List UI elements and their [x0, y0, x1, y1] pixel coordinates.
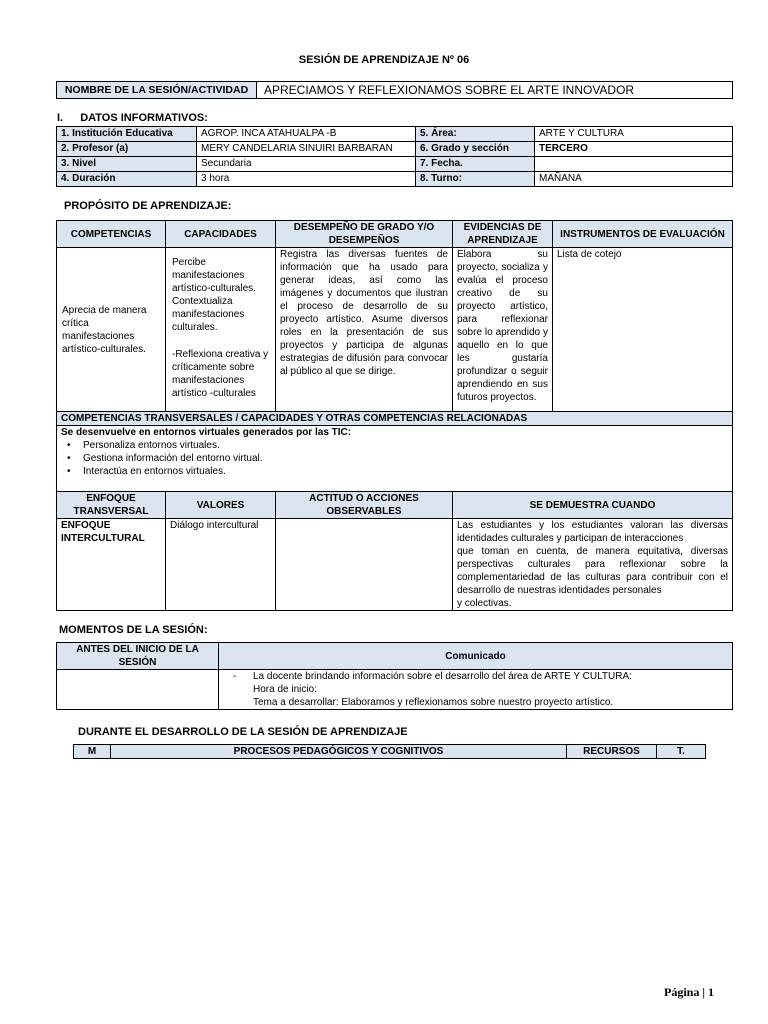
momentos-header-antes: ANTES DEL INICIO DE LA SESIÓN	[57, 643, 219, 670]
durante-table	[73, 744, 706, 759]
header-valores: VALORES	[166, 492, 276, 519]
list-item: • Interactúa en entornos virtuales.	[61, 465, 728, 478]
momentos-line: La docente brindando información sobre el desarrollo del área de ARTE Y CULTURA:	[253, 671, 632, 682]
footer-label: Página	[664, 985, 700, 999]
list-item: • Gestiona información del entorno virtual.	[61, 452, 728, 465]
desempeno-cell: Registra las diversas fuentes de información que ha usado para generar ideas, así como las imágenes y documentos que ilustran el proceso de desarrollo de su proyecto artístico. Asume diversos roles en la presentación de sus proyectos y participa de algunas estrategias de difusión para convocar al público al que se dirige.	[276, 248, 453, 412]
header-capacidades: CAPACIDADES	[166, 221, 276, 248]
datos-value: MERY CANDELARIA SINUIRI BARBARAN	[197, 142, 416, 157]
datos-label: 2. Profesor (a)	[57, 142, 197, 157]
momentos-line: Hora de inicio:	[253, 684, 317, 695]
durante-header-t: T.	[657, 745, 706, 759]
header-competencias: COMPETENCIAS	[57, 221, 166, 248]
datos-value: Secundaria	[197, 157, 416, 172]
datos-value: AGROP. INCA ATAHUALPA -B	[197, 127, 416, 142]
datos-table	[56, 126, 733, 187]
evidencias-cell: Elabora su proyecto, socializa y evalúa el proceso creativo de su proyecto artístico, para reflexionar sobre lo aprendido y aquello en lo que les gustaría profundizar o seguir aprendiendo en sus futuros proyectos.	[453, 248, 553, 412]
durante-heading: DURANTE EL DESARROLLO DE LA SESIÓN DE APRENDIZAJE	[78, 726, 408, 738]
momentos-line: Tema a desarrollar: Elaboramos y reflexionamos sobre nuestro proyecto artístico.	[253, 697, 614, 708]
actitud-cell	[276, 519, 453, 611]
document-title: SESIÓN DE APRENDIZAJE Nº 06	[298, 54, 470, 66]
datos-heading	[57, 112, 208, 124]
momentos-heading: MOMENTOS DE LA SESIÓN:	[59, 624, 208, 636]
datos-label: 6. Grado y sección	[416, 142, 535, 157]
capacidad-item: Contextualiza manifestaciones culturales.	[172, 296, 245, 333]
datos-value: MAÑANA	[535, 172, 733, 187]
tic-list	[61, 439, 728, 478]
capacidad-item: Percibe manifestaciones artístico-culturales.	[172, 257, 256, 294]
datos-label: 1. Institución Educativa	[57, 127, 197, 142]
datos-value: TERCERO	[535, 142, 733, 157]
valor-cell: Diálogo intercultural	[166, 519, 276, 611]
tic-title: Se desenvuelve en entornos virtuales generados por las TIC:	[61, 427, 352, 438]
datos-label: 5. Área:	[416, 127, 535, 142]
header-desempeno: DESEMPEÑO DE GRADO Y/O DESEMPEÑOS	[276, 221, 453, 248]
enfoque-cell: ENFOQUE INTERCULTURAL	[57, 519, 166, 611]
header-evidencias: EVIDENCIAS DE APRENDIZAJE	[453, 221, 553, 248]
datos-value	[535, 157, 733, 172]
capacidades-cell	[166, 248, 276, 412]
header-actitud: ACTITUD O ACCIONES OBSERVABLES	[276, 492, 453, 519]
proposito-table	[56, 220, 733, 611]
demuestra-line: Las estudiantes y los estudiantes valoran las diversas identidades culturales y participan de interacciones	[457, 520, 728, 544]
datos-label: 8. Turno:	[416, 172, 535, 187]
page-number: 1	[708, 985, 714, 999]
datos-label: 4. Duración	[57, 172, 197, 187]
footer-separator: |	[702, 985, 705, 999]
header-instrumentos: INSTRUMENTOS DE EVALUACIÓN	[553, 221, 733, 248]
momentos-table	[56, 642, 733, 710]
session-name-label: NOMBRE DE LA SESIÓN/ACTIVIDAD	[57, 82, 257, 99]
datos-heading-num: I.	[57, 112, 64, 124]
header-enfoque: ENFOQUE TRANSVERSAL	[57, 492, 166, 519]
datos-heading-text: DATOS INFORMATIVOS:	[80, 112, 208, 124]
transversales-header: COMPETENCIAS TRANSVERSALES / CAPACIDADES Y OTRAS COMPETENCIAS RELACIONADAS	[57, 412, 733, 426]
competencia-cell: Aprecia de manera crítica manifestaciones artístico-culturales.	[57, 248, 166, 412]
demuestra-cell	[453, 519, 733, 611]
proposito-heading: PROPÓSITO DE APRENDIZAJE:	[64, 200, 232, 212]
tic-cell	[57, 426, 733, 492]
momentos-empty-cell	[57, 670, 219, 710]
capacidad-item: -Reflexiona creativa y críticamente sobre manifestaciones artístico -culturales	[172, 349, 269, 399]
momentos-content-cell	[219, 670, 733, 710]
demuestra-line: que toman en cuenta, de manera equitativa, diversas perspectivas culturales para reflexionar sobre la complementariedad de las culturas para contribuir con el desarrollo de nuestras identidades personales	[457, 546, 728, 596]
session-name-table	[56, 81, 733, 99]
momentos-header-comunicado: Comunicado	[219, 643, 733, 670]
durante-header-m: M	[74, 745, 111, 759]
datos-label: 7. Fecha.	[416, 157, 535, 172]
page-footer	[664, 985, 714, 1000]
momentos-dash: -	[233, 671, 237, 682]
durante-header-procesos: PROCESOS PEDAGÓGICOS Y COGNITIVOS	[111, 745, 567, 759]
header-demuestra: SE DEMUESTRA CUANDO	[453, 492, 733, 519]
datos-label: 3. Nivel	[57, 157, 197, 172]
demuestra-line: y colectivas.	[457, 598, 512, 609]
instrumento-cell: Lista de cotejo	[553, 248, 733, 412]
datos-value: 3 hora	[197, 172, 416, 187]
durante-header-recursos: RECURSOS	[567, 745, 657, 759]
datos-value: ARTE Y CULTURA	[535, 127, 733, 142]
session-name-value: APRECIAMOS Y REFLEXIONAMOS SOBRE EL ARTE INNOVADOR	[257, 82, 733, 99]
list-item: • Personaliza entornos virtuales.	[61, 439, 728, 452]
